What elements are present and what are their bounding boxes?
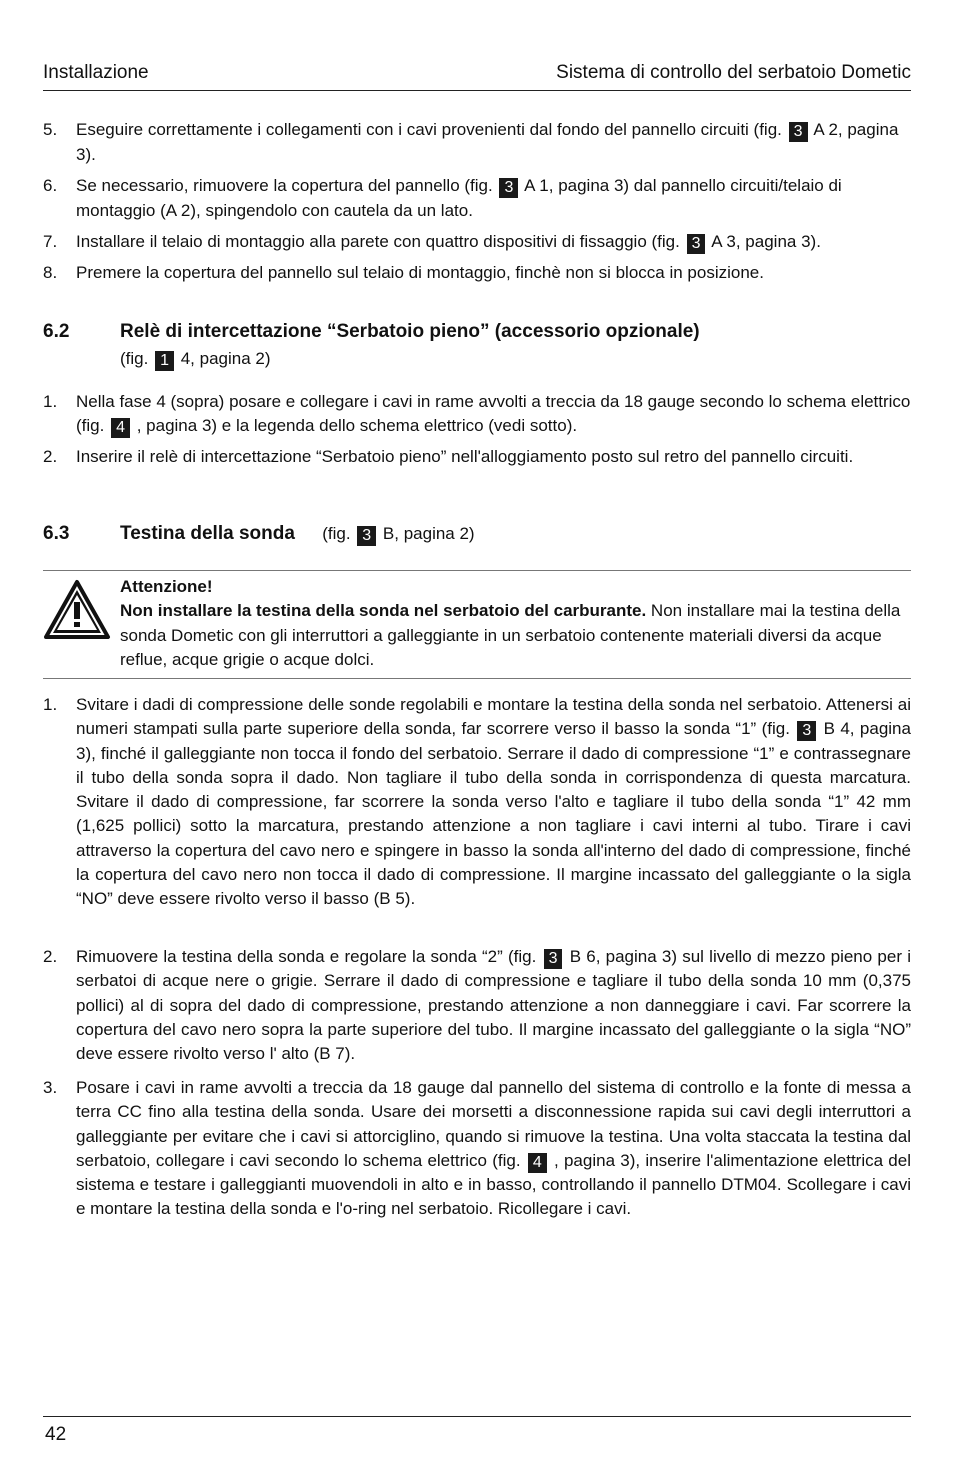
- list-item: 3. Posare i cavi in rame avvolti a treccia da 18 gauge dal pannello del sistema di controllo e la fonte di messa a terra CC fino alla testina della sonda. Usare dei morsetti a disconnessione rapida sui cavi degli interruttori a galleggiante per evitare che i cavi si attorciglino, quando si rimuove la testina. Una volta staccata la testina dal serbatoio, collegare i cavi secondo lo schema elettrico (fig. 4 , pagina 3), inserire l'alimentazione elettrica del sistema e testare i galleggianti muovendoli in alto e in basso, controllando il pannello DTM04. Scollegare i cavi e montare la testina della sonda e l'o-ring nel serbatoio. Ricollegare i cavi.: [43, 1078, 911, 1219]
- header-section: Installazione: [43, 62, 149, 83]
- warning-box: [43, 570, 911, 679]
- figure-badge: 3: [687, 234, 706, 254]
- list-item: 2. Inserire il relè di intercettazione “Serbatoio pieno” nell'alloggiamento posto sul retro del pannello circuiti.: [43, 447, 854, 466]
- warning-heading: Attenzione!: [120, 577, 213, 596]
- section-title: Relè di intercettazione “Serbatoio pieno” (accessorio opzionale): [120, 321, 700, 342]
- section-figure-ref: (fig. 3 B, pagina 2): [322, 524, 475, 544]
- page-footer: [43, 1416, 911, 1445]
- figure-badge: 3: [544, 949, 563, 969]
- list-item: 1. Nella fase 4 (sopra) posare e collegare i cavi in rame avvolti a treccia da 18 gauge secondo lo schema elettrico (fig. 4 , pagina 3) e la legenda dello schema elettrico (vedi sotto).: [43, 392, 911, 437]
- figure-badge: 3: [789, 122, 808, 142]
- page-header: [43, 60, 911, 91]
- figure-badge: 1: [155, 351, 174, 371]
- section-figure-ref: (fig. 1 4, pagina 2): [120, 349, 271, 369]
- figure-badge: 3: [357, 526, 376, 546]
- figure-badge: 3: [797, 721, 816, 741]
- page-number: 42: [45, 1424, 67, 1445]
- list-item: 1. Svitare i dadi di compressione delle sonde regolabili e montare la testina della sonda nel serbatoio. Attenersi ai numeri stampati sulla parte superiore della sonda, far scorrere verso il basso la sonda “1” (fig. 3 B 4, pagina 3), finché il galleggiante non tocca il fondo del serbatoio. Serrare il dado di compressione “1” e contrassegnare il tubo della sonda sopra il dado. Non tagliare il tubo della sonda in corrispondenza di questa marcatura. Svitare il dado di compressione, far scorrere la sonda verso l'alto e tagliare il tubo della sonda “1” 42 mm (1,625 pollici) sotto la marcatura, prestando attenzione a non tagliare i cavi interni al tubo. Tirare i cavi attraverso la copertura del cavo nero e spingere in basso la sonda all'interno del dado di compressione, finché la copertura del cavo nero non tocca il dado di compressione. Il margine incassato del galleggiante o la sigla “NO” deve essere rivolto verso il basso (B 5).: [43, 695, 911, 909]
- section-title: Testina della sonda: [120, 523, 295, 544]
- list-item: 5. Eseguire correttamente i collegamenti con i cavi provenienti dal fondo del pannello circuiti (fig. 3 A 2, pagina 3).: [43, 120, 899, 164]
- list-item: 6. Se necessario, rimuovere la copertura del pannello (fig. 3 A 1, pagina 3) dal pannello circuiti/telaio di montaggio (A 2), spingendolo con cautela da un lato.: [43, 176, 842, 220]
- figure-badge: 3: [499, 178, 518, 198]
- header-title: Sistema di controllo del serbatoio Dometic: [556, 62, 911, 83]
- figure-badge: 4: [528, 1153, 547, 1173]
- list-item: 2. Rimuovere la testina della sonda e regolare la sonda “2” (fig. 3 B 6, pagina 3) sul livello di mezzo pieno per i serbatoi di acque nere o grigie. Serrare il dado di compressione e tagliare il tubo della sonda 10 mm (0,375 pollici) al di sopra del dado di compressione, prestando attenzione a non danneggiare i cavi. Far scorrere la copertura del cavo nero sopra la parte superiore del tubo. Il margine incassato del galleggiante o la sigla “NO” deve essere rivolto verso l' alto (B 7).: [43, 947, 911, 1064]
- figure-badge: 4: [111, 418, 130, 438]
- warning-text: Attenzione! Non installare la testina della sonda nel serbatoio del carburante. Non installare mai la testina della sonda Dometic con gli interruttori a galleggiante in un serbatoio contenente materiali diversi da acque reflue, acque grigie o acque dolci.: [120, 575, 911, 672]
- list-item: 7. Installare il telaio di montaggio alla parete con quattro dispositivi di fissaggio (fig. 3 A 3, pagina 3).: [43, 232, 821, 252]
- warning-triangle-icon: [43, 579, 111, 641]
- list-item: 8. Premere la copertura del pannello sul telaio di montaggio, finchè non si blocca in posizione.: [43, 263, 764, 282]
